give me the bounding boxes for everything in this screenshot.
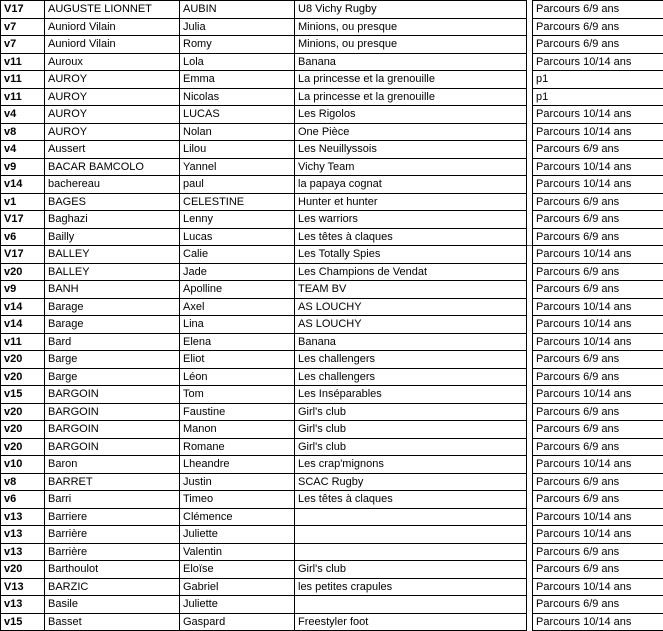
parcours-cell[interactable]: Parcours 6/9 ans: [533, 561, 663, 579]
equipe-cell[interactable]: Les Totally Spies: [295, 246, 527, 264]
table-row: [1, 508, 663, 526]
nom-cell[interactable]: Baron: [45, 456, 180, 474]
nom-cell[interactable]: AUROY: [45, 106, 180, 124]
equipe-cell[interactable]: U8 Vichy Rugby: [295, 1, 527, 19]
parcours-cell[interactable]: Parcours 6/9 ans: [533, 141, 663, 159]
equipe-cell[interactable]: [295, 543, 527, 561]
equipe-cell[interactable]: Les Rigolos: [295, 106, 527, 124]
equipe-cell[interactable]: Girl's club: [295, 421, 527, 439]
nom-cell[interactable]: BANH: [45, 281, 180, 299]
vague-cell[interactable]: v11: [1, 53, 45, 71]
parcours-cell[interactable]: Parcours 6/9 ans: [533, 36, 663, 54]
parcours-cell[interactable]: Parcours 10/14 ans: [533, 158, 663, 176]
prenom-cell[interactable]: Valentin: [180, 543, 295, 561]
parcours-cell[interactable]: Parcours 6/9 ans: [533, 351, 663, 369]
equipe-cell[interactable]: AS LOUCHY: [295, 316, 527, 334]
equipe-cell[interactable]: Banana: [295, 333, 527, 351]
prenom-cell[interactable]: Axel: [180, 298, 295, 316]
vague-cell[interactable]: v14: [1, 298, 45, 316]
parcours-cell[interactable]: Parcours 6/9 ans: [533, 438, 663, 456]
table-row: [1, 543, 663, 561]
prenom-cell[interactable]: Lucas: [180, 228, 295, 246]
table-row: [1, 578, 663, 596]
parcours-cell[interactable]: Parcours 6/9 ans: [533, 403, 663, 421]
prenom-cell[interactable]: Emma: [180, 71, 295, 89]
table-row: [1, 36, 663, 54]
prenom-cell[interactable]: Clémence: [180, 508, 295, 526]
prenom-cell[interactable]: Lheandre: [180, 456, 295, 474]
parcours-cell[interactable]: Parcours 6/9 ans: [533, 1, 663, 19]
equipe-cell[interactable]: Freestyler foot: [295, 613, 527, 631]
prenom-cell[interactable]: Juliette: [180, 526, 295, 544]
table-row: [1, 368, 663, 386]
prenom-cell[interactable]: CELESTINE: [180, 193, 295, 211]
parcours-cell[interactable]: Parcours 6/9 ans: [533, 228, 663, 246]
prenom-cell[interactable]: Gaspard: [180, 613, 295, 631]
nom-cell[interactable]: Aussert: [45, 141, 180, 159]
nom-cell[interactable]: Barthoulot: [45, 561, 180, 579]
vague-cell[interactable]: v7: [1, 18, 45, 36]
parcours-cell[interactable]: Parcours 10/14 ans: [533, 298, 663, 316]
nom-cell[interactable]: BACAR BAMCOLO: [45, 158, 180, 176]
vague-cell[interactable]: v20: [1, 438, 45, 456]
equipe-cell[interactable]: Les crap'mignons: [295, 456, 527, 474]
vague-cell[interactable]: v20: [1, 421, 45, 439]
table-row: [1, 158, 663, 176]
nom-cell[interactable]: BAGES: [45, 193, 180, 211]
vague-cell[interactable]: v9: [1, 158, 45, 176]
nom-cell[interactable]: AUROY: [45, 88, 180, 106]
nom-cell[interactable]: BARRET: [45, 473, 180, 491]
nom-cell[interactable]: AUGUSTE LIONNET: [45, 1, 180, 19]
parcours-cell[interactable]: Parcours 6/9 ans: [533, 491, 663, 509]
table-row: [1, 228, 663, 246]
vague-cell[interactable]: v9: [1, 281, 45, 299]
equipe-cell[interactable]: Les têtes à claques: [295, 491, 527, 509]
equipe-cell[interactable]: One Pièce: [295, 123, 527, 141]
prenom-cell[interactable]: Manon: [180, 421, 295, 439]
parcours-cell[interactable]: Parcours 6/9 ans: [533, 211, 663, 229]
equipe-cell[interactable]: Vichy Team: [295, 158, 527, 176]
vague-cell[interactable]: v14: [1, 176, 45, 194]
table-row: [1, 281, 663, 299]
equipe-cell[interactable]: [295, 526, 527, 544]
prenom-cell[interactable]: Eliot: [180, 351, 295, 369]
prenom-cell[interactable]: Léon: [180, 368, 295, 386]
nom-cell[interactable]: Bard: [45, 333, 180, 351]
prenom-cell[interactable]: Juliette: [180, 596, 295, 614]
vague-cell[interactable]: v11: [1, 333, 45, 351]
equipe-cell[interactable]: Les challengers: [295, 351, 527, 369]
equipe-cell[interactable]: [295, 596, 527, 614]
participants-table-body: [1, 1, 663, 631]
parcours-cell[interactable]: Parcours 10/14 ans: [533, 578, 663, 596]
vague-cell[interactable]: v20: [1, 263, 45, 281]
parcours-cell[interactable]: Parcours 10/14 ans: [533, 456, 663, 474]
table-row: [1, 561, 663, 579]
vague-cell[interactable]: v8: [1, 123, 45, 141]
nom-cell[interactable]: bachereau: [45, 176, 180, 194]
nom-cell[interactable]: AUROY: [45, 71, 180, 89]
vague-cell[interactable]: v11: [1, 88, 45, 106]
vague-cell[interactable]: v20: [1, 368, 45, 386]
nom-cell[interactable]: BARGOIN: [45, 438, 180, 456]
table-row: [1, 386, 663, 404]
vague-cell[interactable]: v13: [1, 526, 45, 544]
table-row: [1, 473, 663, 491]
parcours-cell[interactable]: Parcours 10/14 ans: [533, 333, 663, 351]
prenom-cell[interactable]: AUBIN: [180, 1, 295, 19]
table-row: [1, 18, 663, 36]
table-row: [1, 1, 663, 19]
table-row: [1, 438, 663, 456]
parcours-cell[interactable]: Parcours 6/9 ans: [533, 18, 663, 36]
parcours-cell[interactable]: Parcours 6/9 ans: [533, 421, 663, 439]
vague-cell[interactable]: V17: [1, 246, 45, 264]
vague-cell[interactable]: v13: [1, 596, 45, 614]
equipe-cell[interactable]: Les warriors: [295, 211, 527, 229]
equipe-cell[interactable]: Minions, ou presque: [295, 36, 527, 54]
vague-cell[interactable]: v20: [1, 351, 45, 369]
parcours-cell[interactable]: Parcours 10/14 ans: [533, 386, 663, 404]
vague-cell[interactable]: V17: [1, 211, 45, 229]
equipe-cell[interactable]: La princesse et la grenouille: [295, 88, 527, 106]
vague-cell[interactable]: v13: [1, 508, 45, 526]
prenom-cell[interactable]: Justin: [180, 473, 295, 491]
nom-cell[interactable]: Auroux: [45, 53, 180, 71]
parcours-cell[interactable]: Parcours 6/9 ans: [533, 263, 663, 281]
equipe-cell[interactable]: Les Neuillyssois: [295, 141, 527, 159]
nom-cell[interactable]: BARZIC: [45, 578, 180, 596]
prenom-cell[interactable]: Lina: [180, 316, 295, 334]
vague-cell[interactable]: v6: [1, 228, 45, 246]
table-row: [1, 141, 663, 159]
parcours-cell[interactable]: p1: [533, 88, 663, 106]
nom-cell[interactable]: AUROY: [45, 123, 180, 141]
equipe-cell[interactable]: Les Inséparables: [295, 386, 527, 404]
table-row: [1, 421, 663, 439]
nom-cell[interactable]: Barri: [45, 491, 180, 509]
prenom-cell[interactable]: Eloïse: [180, 561, 295, 579]
parcours-cell[interactable]: Parcours 10/14 ans: [533, 176, 663, 194]
vague-cell[interactable]: v13: [1, 543, 45, 561]
nom-cell[interactable]: Basile: [45, 596, 180, 614]
table-row: [1, 491, 663, 509]
table-row: [1, 333, 663, 351]
vague-cell[interactable]: v4: [1, 106, 45, 124]
prenom-cell[interactable]: Lola: [180, 53, 295, 71]
prenom-cell[interactable]: Jade: [180, 263, 295, 281]
table-row: [1, 53, 663, 71]
vague-cell[interactable]: v15: [1, 613, 45, 631]
table-row: [1, 176, 663, 194]
prenom-cell[interactable]: LUCAS: [180, 106, 295, 124]
table-row: [1, 71, 663, 89]
prenom-cell[interactable]: Apolline: [180, 281, 295, 299]
table-row: [1, 193, 663, 211]
parcours-cell[interactable]: Parcours 10/14 ans: [533, 53, 663, 71]
nom-cell[interactable]: Barage: [45, 316, 180, 334]
prenom-cell[interactable]: Lenny: [180, 211, 295, 229]
table-row: [1, 316, 663, 334]
equipe-cell[interactable]: TEAM BV: [295, 281, 527, 299]
equipe-cell[interactable]: Girl's club: [295, 561, 527, 579]
parcours-cell[interactable]: Parcours 6/9 ans: [533, 193, 663, 211]
table-row: [1, 88, 663, 106]
table-row: [1, 211, 663, 229]
equipe-cell[interactable]: la papaya cognat: [295, 176, 527, 194]
table-row: [1, 263, 663, 281]
vague-cell[interactable]: v7: [1, 36, 45, 54]
equipe-cell[interactable]: Banana: [295, 53, 527, 71]
table-row: [1, 613, 663, 631]
prenom-cell[interactable]: Nolan: [180, 123, 295, 141]
parcours-cell[interactable]: Parcours 10/14 ans: [533, 123, 663, 141]
prenom-cell[interactable]: Romane: [180, 438, 295, 456]
parcours-cell[interactable]: Parcours 10/14 ans: [533, 246, 663, 264]
vague-cell[interactable]: v8: [1, 473, 45, 491]
prenom-cell[interactable]: paul: [180, 176, 295, 194]
prenom-cell[interactable]: Elena: [180, 333, 295, 351]
prenom-cell[interactable]: Romy: [180, 36, 295, 54]
vague-cell[interactable]: V13: [1, 578, 45, 596]
equipe-cell[interactable]: les petites crapules: [295, 578, 527, 596]
table-row: [1, 456, 663, 474]
equipe-cell[interactable]: [295, 508, 527, 526]
prenom-cell[interactable]: Faustine: [180, 403, 295, 421]
nom-cell[interactable]: Auniord Vilain: [45, 36, 180, 54]
parcours-cell[interactable]: Parcours 10/14 ans: [533, 316, 663, 334]
equipe-cell[interactable]: SCAC Rugby: [295, 473, 527, 491]
vague-cell[interactable]: v4: [1, 141, 45, 159]
parcours-cell[interactable]: Parcours 10/14 ans: [533, 508, 663, 526]
vague-cell[interactable]: v15: [1, 386, 45, 404]
equipe-cell[interactable]: La princesse et la grenouille: [295, 71, 527, 89]
equipe-cell[interactable]: Minions, ou presque: [295, 18, 527, 36]
nom-cell[interactable]: Baghazi: [45, 211, 180, 229]
nom-cell[interactable]: Barrière: [45, 526, 180, 544]
equipe-cell[interactable]: Girl's club: [295, 403, 527, 421]
nom-cell[interactable]: Auniord Vilain: [45, 18, 180, 36]
vague-cell[interactable]: v20: [1, 561, 45, 579]
vague-cell[interactable]: v1: [1, 193, 45, 211]
table-row: [1, 351, 663, 369]
vague-cell[interactable]: v10: [1, 456, 45, 474]
nom-cell[interactable]: BARGOIN: [45, 403, 180, 421]
nom-cell[interactable]: BALLEY: [45, 246, 180, 264]
vague-cell[interactable]: V17: [1, 1, 45, 19]
nom-cell[interactable]: Bailly: [45, 228, 180, 246]
equipe-cell[interactable]: Les challengers: [295, 368, 527, 386]
parcours-cell[interactable]: Parcours 10/14 ans: [533, 526, 663, 544]
vague-cell[interactable]: v20: [1, 403, 45, 421]
nom-cell[interactable]: Barage: [45, 298, 180, 316]
parcours-cell[interactable]: p1: [533, 71, 663, 89]
table-row: [1, 246, 663, 264]
prenom-cell[interactable]: Calie: [180, 246, 295, 264]
table-row: [1, 403, 663, 421]
equipe-cell[interactable]: Les têtes à claques: [295, 228, 527, 246]
parcours-cell[interactable]: Parcours 6/9 ans: [533, 596, 663, 614]
parcours-cell[interactable]: Parcours 10/14 ans: [533, 106, 663, 124]
nom-cell[interactable]: Barrière: [45, 543, 180, 561]
prenom-cell[interactable]: Nicolas: [180, 88, 295, 106]
prenom-cell[interactable]: Tom: [180, 386, 295, 404]
nom-cell[interactable]: BARGOIN: [45, 421, 180, 439]
parcours-cell[interactable]: Parcours 6/9 ans: [533, 368, 663, 386]
equipe-cell[interactable]: Girl's club: [295, 438, 527, 456]
table-row: [1, 596, 663, 614]
prenom-cell[interactable]: Lilou: [180, 141, 295, 159]
equipe-cell[interactable]: Hunter et hunter: [295, 193, 527, 211]
prenom-cell[interactable]: Julia: [180, 18, 295, 36]
table-row: [1, 298, 663, 316]
parcours-cell[interactable]: Parcours 10/14 ans: [533, 613, 663, 631]
parcours-cell[interactable]: Parcours 6/9 ans: [533, 473, 663, 491]
vague-cell[interactable]: v11: [1, 71, 45, 89]
nom-cell[interactable]: BARGOIN: [45, 386, 180, 404]
table-row: [1, 106, 663, 124]
parcours-cell[interactable]: Parcours 6/9 ans: [533, 543, 663, 561]
vague-cell[interactable]: v6: [1, 491, 45, 509]
nom-cell[interactable]: Basset: [45, 613, 180, 631]
table-row: [1, 123, 663, 141]
equipe-cell[interactable]: Les Champions de Vendat: [295, 263, 527, 281]
prenom-cell[interactable]: Timeo: [180, 491, 295, 509]
equipe-cell[interactable]: AS LOUCHY: [295, 298, 527, 316]
parcours-cell[interactable]: Parcours 6/9 ans: [533, 281, 663, 299]
nom-cell[interactable]: Barge: [45, 351, 180, 369]
nom-cell[interactable]: Barge: [45, 368, 180, 386]
prenom-cell[interactable]: Gabriel: [180, 578, 295, 596]
vague-cell[interactable]: v14: [1, 316, 45, 334]
nom-cell[interactable]: BALLEY: [45, 263, 180, 281]
prenom-cell[interactable]: Yannel: [180, 158, 295, 176]
table-row: [1, 526, 663, 544]
nom-cell[interactable]: Barriere: [45, 508, 180, 526]
